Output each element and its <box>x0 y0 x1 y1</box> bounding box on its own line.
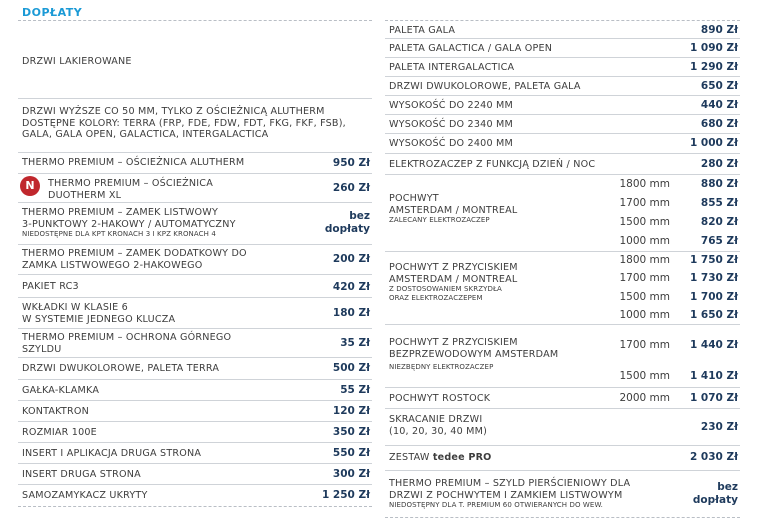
left-price-column <box>18 20 372 507</box>
size-value: 1500 mm <box>619 216 670 228</box>
table-row <box>18 422 372 443</box>
row-price: 1 750 Zł <box>689 254 738 266</box>
new-badge-icon: N <box>20 176 40 196</box>
row-label: ROZMIAR 100E <box>22 427 97 438</box>
row-price: 765 Zł <box>700 235 738 247</box>
row-label: THERMO PREMIUM – OŚCIEŻNICA DUOTHERM XL <box>48 178 213 201</box>
table-row <box>385 20 740 39</box>
size-value: 1500 mm <box>619 291 670 303</box>
table-row <box>18 380 372 401</box>
row-price: 35 Zł <box>340 337 370 349</box>
row-label: WKŁADKI W KLASIE 6 W SYSTEMIE JEDNEGO KLUCZA <box>22 302 176 325</box>
table-row <box>18 298 372 329</box>
size-value: 1700 mm <box>619 272 670 284</box>
row-price: bez dopłaty <box>324 210 370 235</box>
size-value: 1800 mm <box>619 178 670 190</box>
table-row <box>385 134 740 154</box>
table-row-group <box>385 252 740 325</box>
row-label: DRZWI WYŻSZE CO 50 MM, TYLKO Z OŚCIEŻNICĄ ALUTHERM DOSTĘPNE KOLORY: TERRA (FRP, FDE, FDW, FDT, FKG, FKF, FSB), GALA, GALA OPEN, GALACTICA, INTERGALACTICA <box>22 106 346 141</box>
table-row <box>385 96 740 115</box>
size-value: 1700 mm <box>619 197 670 209</box>
row-label: POCHWYT Z PRZYCISKIEM BEZPRZEWODOWYM AMSTERDAM NIEZBĘDNY ELEKTROZACZEP <box>389 337 559 372</box>
table-row <box>385 58 740 77</box>
table-row <box>18 401 372 422</box>
table-row <box>18 329 372 358</box>
row-price: 1 000 Zł <box>689 137 738 149</box>
row-price: 1 730 Zł <box>689 272 738 284</box>
table-row-group <box>385 175 740 252</box>
row-price: 230 Zł <box>700 421 738 433</box>
row-price: 420 Zł <box>332 281 370 293</box>
size-value: 1700 mm <box>619 339 670 351</box>
table-row <box>18 153 372 174</box>
row-label: THERMO PREMIUM – ZAMEK DODATKOWY DO ZAMKA LISTWOWEGO 2-HAKOWEGO <box>22 248 247 271</box>
row-price: 120 Zł <box>332 405 370 417</box>
table-row <box>18 275 372 298</box>
right-price-column <box>385 20 740 518</box>
row-price: 200 Zł <box>332 253 370 265</box>
row-label: ELEKTROZACZEP Z FUNKCJĄ DZIEŃ / NOC <box>389 159 596 170</box>
size-value: 1000 mm <box>619 235 670 247</box>
row-price: 820 Zł <box>700 216 738 228</box>
row-price: 1 440 Zł <box>689 339 738 351</box>
row-price: 1 700 Zł <box>689 291 738 303</box>
table-row <box>18 203 372 245</box>
row-label: THERMO PREMIUM – OŚCIEŻNICA ALUTHERM <box>22 157 245 168</box>
row-price: 280 Zł <box>700 158 738 170</box>
table-row <box>18 464 372 485</box>
row-price: 950 Zł <box>332 157 370 169</box>
row-label: INSERT I APLIKACJA DRUGA STRONA <box>22 448 202 459</box>
row-label: DRZWI LAKIEROWANE <box>22 56 132 67</box>
section-title: DOPŁATY <box>22 6 83 19</box>
row-note: NIEZBĘDNY ELEKTROZACZEP <box>389 363 494 372</box>
table-row <box>385 39 740 58</box>
table-row <box>385 446 740 471</box>
table-row-group <box>385 325 740 388</box>
row-label: THERMO PREMIUM – ZAMEK LISTWOWY 3-PUNKTOWY 2-HAKOWY / AUTOMATYCZNY NIEDOSTĘPNE DLA KPT KRONACH 3 I KPZ KRONACH 4 <box>22 207 236 239</box>
row-price: 500 Zł <box>332 362 370 374</box>
row-price: bez dopłaty <box>692 481 738 506</box>
row-label: PALETA INTERGALACTICA <box>389 62 515 73</box>
row-note: ORAZ ELEKTROZACZEPEM <box>389 294 483 303</box>
table-row <box>18 485 372 507</box>
row-price: 440 Zł <box>700 99 738 111</box>
row-price: 1 290 Zł <box>689 61 738 73</box>
row-note: Z DOSTOSOWANIEM SKRZYDŁA <box>389 285 502 294</box>
table-row <box>18 20 372 99</box>
row-label: POCHWYT AMSTERDAM / MONTREAL ZALECANY ELEKTROZACZEP <box>389 193 518 225</box>
table-row <box>385 388 740 409</box>
row-label: GAŁKA-KLAMKA <box>22 385 100 396</box>
row-price: 550 Zł <box>332 447 370 459</box>
table-row <box>385 77 740 96</box>
row-price: 260 Zł <box>332 182 370 194</box>
row-price: 350 Zł <box>332 426 370 438</box>
size-value: 2000 mm <box>619 392 670 404</box>
table-row <box>385 154 740 175</box>
row-label: DRZWI DWUKOLOROWE, PALETA TERRA <box>22 363 220 374</box>
row-note: NIEDOSTĘPNY DLA T. PREMIUM 60 OTWIERANYCH DO WEW. <box>389 501 603 510</box>
size-value: 1800 mm <box>619 254 670 266</box>
row-label: SAMOZAMYKACZ UKRYTY <box>22 490 148 501</box>
row-label: THERMO PREMIUM – OCHRONA GÓRNEGO SZYLDU <box>22 332 232 355</box>
table-row <box>18 245 372 275</box>
row-label: POCHWYT Z PRZYCISKIEM AMSTERDAM / MONTREAL Z DOSTOSOWANIEM SKRZYDŁA ORAZ ELEKTROZACZEPEM <box>389 262 518 303</box>
row-label: WYSOKOŚĆ DO 2400 MM <box>389 138 513 149</box>
table-row <box>385 409 740 446</box>
size-value: 1000 mm <box>619 309 670 321</box>
row-price: 1 070 Zł <box>689 392 738 404</box>
row-label: WYSOKOŚĆ DO 2340 MM <box>389 119 513 130</box>
row-price: 55 Zł <box>340 384 370 396</box>
row-price: 1 410 Zł <box>689 370 738 382</box>
row-label: THERMO PREMIUM – SZYLD PIERŚCIENIOWY DLA DRZWI Z POCHWYTEM I ZAMKIEM LISTWOWYM NIEDOSTĘPNY DLA T. PREMIUM 60 OTWIERANYCH DO WEW. <box>389 478 631 510</box>
row-price: 300 Zł <box>332 468 370 480</box>
row-price: 890 Zł <box>700 24 738 36</box>
row-label: PALETA GALA <box>389 25 456 36</box>
row-note: ZALECANY ELEKTROZACZEP <box>389 216 490 225</box>
row-label: SKRACANIE DRZWI (10, 20, 30, 40 MM) <box>389 414 488 437</box>
table-row <box>18 99 372 153</box>
table-row <box>18 443 372 464</box>
row-label: DRZWI DWUKOLOROWE, PALETA GALA <box>389 81 581 92</box>
row-label: KONTAKTRON <box>22 406 89 417</box>
row-price: 1 250 Zł <box>321 489 370 501</box>
row-price: 855 Zł <box>700 197 738 209</box>
row-label: ZESTAW tedee PRO <box>389 452 492 463</box>
table-row <box>385 471 740 518</box>
row-price: 680 Zł <box>700 118 738 130</box>
row-label: INSERT DRUGA STRONA <box>22 469 141 480</box>
row-label: WYSOKOŚĆ DO 2240 MM <box>389 100 513 111</box>
row-price: 880 Zł <box>700 178 738 190</box>
row-price: 1 090 Zł <box>689 42 738 54</box>
table-row <box>18 174 372 203</box>
table-row <box>385 115 740 134</box>
row-price: 2 030 Zł <box>689 451 738 463</box>
row-price: 650 Zł <box>700 80 738 92</box>
table-row <box>18 358 372 380</box>
row-label: PAKIET RC3 <box>22 281 79 292</box>
row-label: POCHWYT ROSTOCK <box>389 393 491 404</box>
row-price: 180 Zł <box>332 307 370 319</box>
row-note: NIEDOSTĘPNE DLA KPT KRONACH 3 I KPZ KRONACH 4 <box>22 230 216 239</box>
row-price: 1 650 Zł <box>689 309 738 321</box>
size-value: 1500 mm <box>619 370 670 382</box>
row-label: PALETA GALACTICA / GALA OPEN <box>389 43 553 54</box>
